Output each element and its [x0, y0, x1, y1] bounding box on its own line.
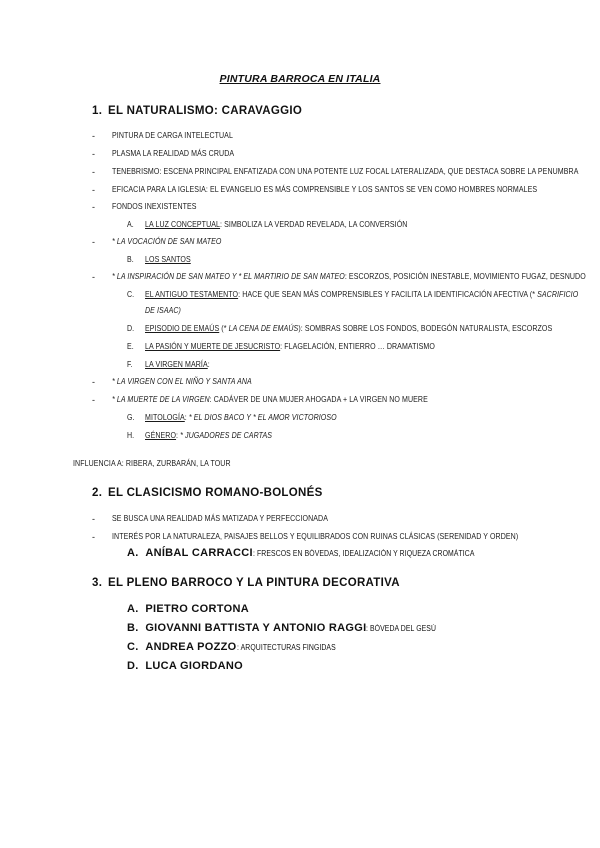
- artist-raggi: B. GIOVANNI BATTISTA Y ANTONIO RAGGI: BÓVEDA DEL GESÚ: [127, 622, 437, 634]
- page-title: PINTURA BARROCA EN ITALIA: [219, 73, 381, 85]
- section-2-title: EL CLASICISMO ROMANO-BOLONÉS: [108, 487, 323, 499]
- section-3-title: EL PLENO BARROCO Y LA PINTURA DECORATIVA: [108, 577, 400, 589]
- section-2-heading: [92, 487, 323, 499]
- influence-note: INFLUENCIA A: RIBERA, ZURBARÁN, LA TOUR: [73, 459, 231, 468]
- document-page: PINTURA BARROCA EN ITALIA 1. EL NATURALISMO: CARAVAGGIO - PINTURA DE CARGA INTELECTUAL - PLASMA LA REALIDAD MÁS CRUDA - TENEBRISMO: ESCENA PRINCIPAL ENFATIZADA CON UNA POTENTE LUZ FOCAL LATERALIZADA, QUE DESTACA SOBRE LA PENUMBRA - EFICACIA PARA LA IGLESIA: EL EVANGELIO ES MÁS COMPRENSIBLE Y LOS SANTOS SE VEN COMO HOMBRES NORMALES - FONDOS INEXISTENTES A. LA LUZ CONCEPTUAL: SIMBOLIZA LA VERDAD REVELADA, LA CONVERSIÓN - * LA VOCACIÓN DE SAN MATEO B. LOS SANTOS - * LA INSPIRACIÓN DE SAN MATEO Y * EL MARTIRIO DE SAN MATEO: ESCORZOS, POSICIÓN INESTABLE, MOVIMIENTO FUGAZ, DESNUDO C. EL ANTIGUO TESTAMENTO: HACE QUE SEAN MÁS COMPRENSIBLES Y FACILITA LA IDENTIFICACIÓN AFECTIVA (* SACRIFICIO DE ISAAC) D. EPISODIO DE EMAÚS (* LA CENA DE EMAÚS): SOMBRAS SOBRE LOS FONDOS, BODEGÓN NATURALISTA, ESCORZOS E. LA PASIÓN Y MUERTE DE JESUCRISTO: FLAGELACIÓN, ENTIERRO … DRAMATISMO F. LA VIRGEN MARÍA: - * LA VIRGEN CON EL NIÑO Y SANTA ANA - * LA MUERTE DE LA VIRGEN: CADÁVER DE UNA MUJER AHOGADA + LA VIRGEN NO MUERE G. MITOLOGÍA: * EL DIOS BACO Y * EL AMOR VICTORIOSO H. GÉNERO: * JUGADORES DE CARTAS INFLUENCIA A: RIBERA, ZURBARÁN, LA TOUR 2. EL CLASICISMO ROMANO-BOLONÉS - SE BUSCA UNA REALIDAD MÁS MATIZADA Y PERFECCIONADA - INTERÉS POR LA NATURALEZA, PAISAJES BELLOS Y EQUILIBRADOS CON RUINAS CLÁSICAS (SERENIDAD Y ORDEN) A. ANÍBAL CARRACCI: FRESCOS EN BÓVEDAS, IDEALIZACIÓN Y RIQUEZA CROMÁTICA 3. EL PLENO BARROCO Y LA PINTURA DECORATIVA A. PIETRO CORTONA B. GIOVANNI BATTISTA Y ANTONIO RAGGI: BÓVEDA DEL GESÚ C. ANDREA POZZO: ARQUITECTURAS FINGIDAS D. LUCA GIORDANO: [0, 0, 600, 848]
- artist-giordano: D. LUCA GIORDANO: [127, 660, 243, 672]
- section-2-number: 2.: [92, 487, 103, 499]
- artist-cortona: A. PIETRO CORTONA: [127, 603, 249, 615]
- section-1-number: 1.: [92, 105, 103, 117]
- artist-pozzo: C. ANDREA POZZO: ARQUITECTURAS FINGIDAS: [127, 641, 336, 653]
- section-3-heading: [92, 577, 400, 589]
- section-3-number: 3.: [92, 577, 103, 589]
- section-1-heading: [92, 105, 302, 117]
- artist-carracci: A. ANÍBAL CARRACCI: FRESCOS EN BÓVEDAS, IDEALIZACIÓN Y RIQUEZA CROMÁTICA: [127, 547, 475, 559]
- section-1-title: EL NATURALISMO: CARAVAGGIO: [108, 105, 303, 117]
